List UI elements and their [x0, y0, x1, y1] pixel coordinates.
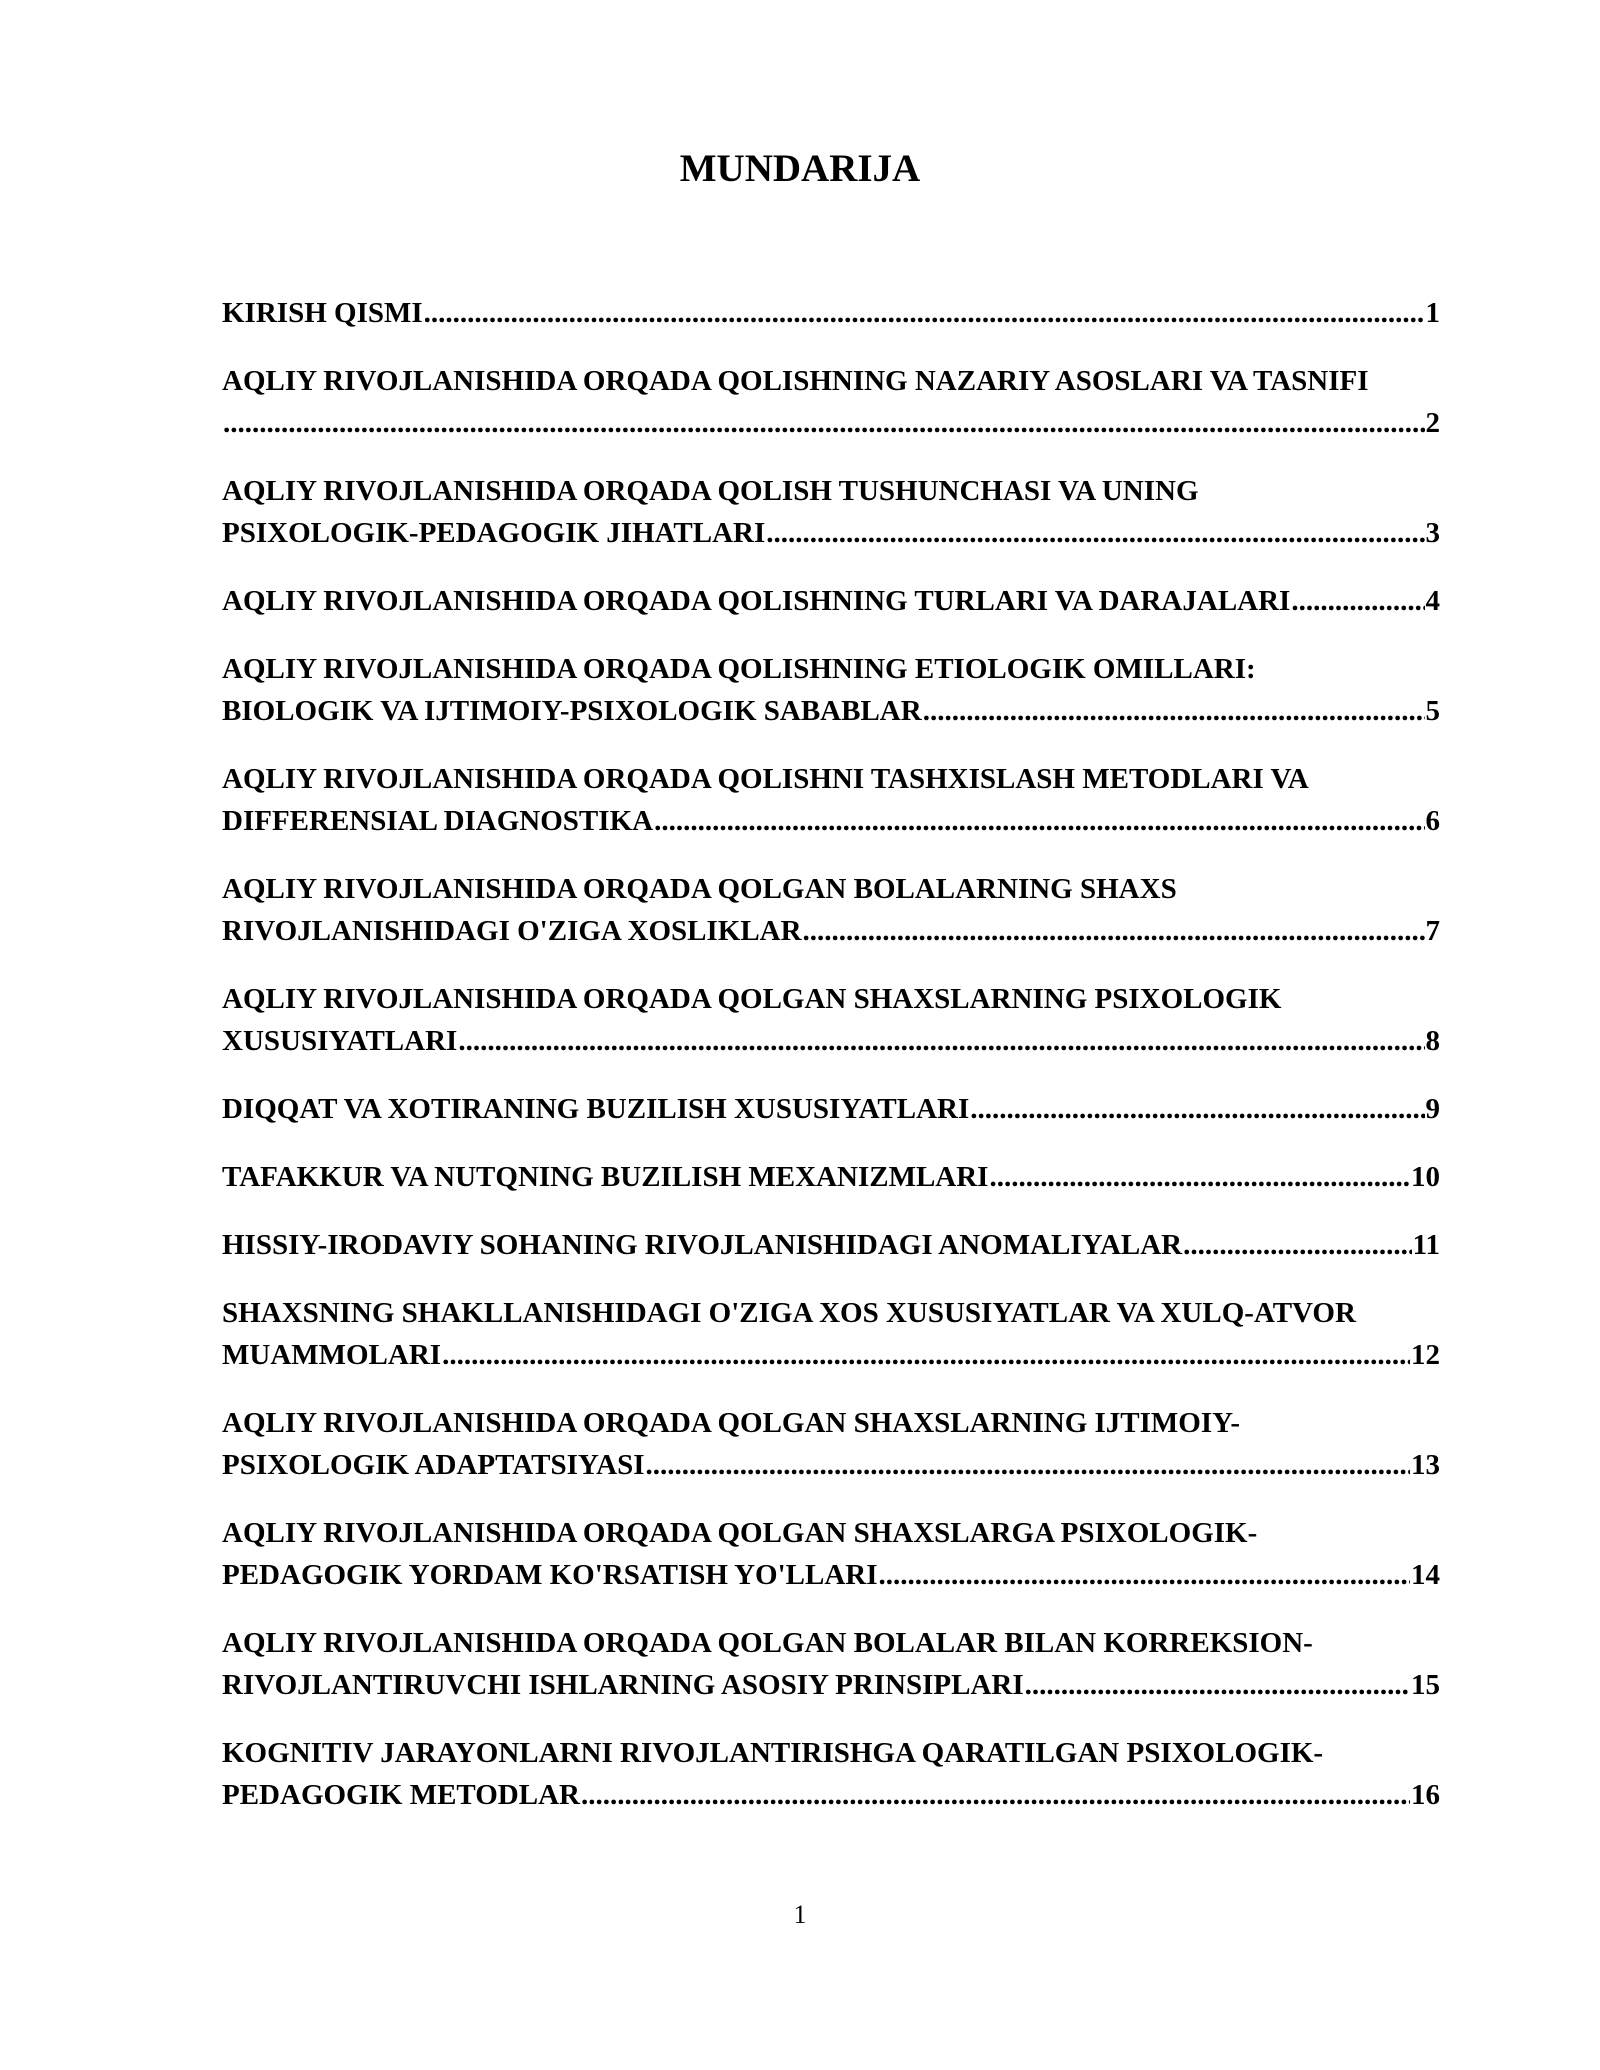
toc-entry-title-line: SHAXSNING SHAKLLANISHIDAGI O'ZIGA XOS XUSUSIYATLAR VA XULQ-ATVOR [222, 1297, 1356, 1329]
dot-leader [646, 1444, 1411, 1486]
toc-entry-page-number: 14 [1411, 1559, 1440, 1591]
toc-entry-leader-line [222, 580, 1440, 622]
toc-entry[interactable] [222, 1224, 1440, 1266]
toc-entry[interactable] [222, 1512, 1440, 1596]
toc-entry-title: PEDAGOGIK YORDAM KO'RSATISH YO'LLARI [222, 1559, 878, 1591]
toc-entry-leader-line [222, 1664, 1440, 1706]
toc-entry-title: DIQQAT VA XOTIRANING BUZILISH XUSUSIYATLARI [222, 1093, 970, 1125]
toc-entry-title: XUSUSIYATLARI [222, 1025, 458, 1057]
toc-entry-page-number: 13 [1411, 1449, 1440, 1481]
page-number: 1 [793, 1900, 807, 1929]
dot-leader [1183, 1224, 1411, 1266]
toc-entry-leader-line [222, 1224, 1440, 1266]
toc-entry[interactable] [222, 292, 1440, 334]
table-of-contents [222, 292, 1440, 1842]
toc-entry-page-number: 3 [1425, 517, 1440, 549]
toc-entry-leader-line [222, 1156, 1440, 1198]
toc-entry-leader-line [222, 1088, 1440, 1130]
toc-entry-title: KIRISH QISMI [222, 297, 423, 329]
toc-entry-title: BIOLOGIK VA IJTIMOIY-PSIXOLOGIK SABABLAR [222, 695, 922, 727]
toc-entry[interactable] [222, 470, 1440, 554]
dot-leader [923, 690, 1425, 732]
dot-leader [442, 1334, 1410, 1376]
toc-entry-title: MUAMMOLARI [222, 1339, 442, 1371]
toc-entry-title-line: AQLIY RIVOJLANISHIDA ORQADA QOLGAN SHAXSLARGA PSIXOLOGIK- [222, 1517, 1258, 1549]
toc-entry-title-line: KOGNITIV JARAYONLARNI RIVOJLANTIRISHGA QARATILGAN PSIXOLOGIK- [222, 1737, 1324, 1769]
toc-entry-leader-line [222, 1020, 1440, 1062]
toc-entry[interactable] [222, 1402, 1440, 1486]
toc-entry-title: TAFAKKUR VA NUTQNING BUZILISH MEXANIZMLARI [222, 1161, 989, 1193]
page-title: MUNDARIJA [679, 147, 921, 190]
dot-leader [989, 1156, 1410, 1198]
dot-leader [458, 1020, 1424, 1062]
toc-entry-title-line: AQLIY RIVOJLANISHIDA ORQADA QOLISHNING NAZARIY ASOSLARI VA TASNIFI [222, 365, 1369, 397]
toc-entry-title-line: AQLIY RIVOJLANISHIDA ORQADA QOLISHNI TASHXISLASH METODLARI VA [222, 763, 1309, 795]
toc-entry-title: HISSIY-IRODAVIY SOHANING RIVOJLANISHIDAGI ANOMALIYALAR [222, 1229, 1183, 1261]
toc-entry-page-number: 1 [1425, 297, 1440, 329]
dot-leader [970, 1088, 1424, 1130]
toc-entry-page-number: 12 [1411, 1339, 1440, 1371]
toc-entry-leader-line [222, 910, 1440, 952]
dot-leader [223, 402, 1425, 444]
toc-entry[interactable] [222, 1622, 1440, 1706]
toc-entry[interactable] [222, 1088, 1440, 1130]
toc-entry-page-number: 6 [1425, 805, 1440, 837]
toc-entry-leader-line [222, 690, 1440, 732]
toc-entry-title: AQLIY RIVOJLANISHIDA ORQADA QOLISHNING TURLARI VA DARAJALARI [222, 585, 1291, 617]
toc-entry-page-number: 11 [1412, 1229, 1440, 1261]
dot-leader [424, 292, 1425, 334]
toc-entry-leader-line [222, 1774, 1440, 1816]
toc-entry-leader-line [222, 1444, 1440, 1486]
toc-entry[interactable] [222, 580, 1440, 622]
toc-entry-title: RIVOJLANISHIDAGI O'ZIGA XOSLIKLAR [222, 915, 802, 947]
toc-entry-page-number: 5 [1425, 695, 1440, 727]
toc-entry[interactable] [222, 978, 1440, 1062]
dot-leader [1291, 580, 1424, 622]
toc-entry-leader-line [222, 800, 1440, 842]
toc-entry-page-number: 10 [1411, 1161, 1440, 1193]
toc-entry-leader-line [222, 512, 1440, 554]
dot-leader [1025, 1664, 1410, 1706]
toc-entry-leader-line [222, 1334, 1440, 1376]
toc-entry-leader-line [222, 1554, 1440, 1596]
toc-entry-title-line: AQLIY RIVOJLANISHIDA ORQADA QOLGAN SHAXSLARNING IJTIMOIY- [222, 1407, 1241, 1439]
toc-entry-page-number: 9 [1425, 1093, 1440, 1125]
dot-leader [879, 1554, 1410, 1596]
toc-entry-title-line: AQLIY RIVOJLANISHIDA ORQADA QOLGAN BOLALARNING SHAXS [222, 873, 1177, 905]
toc-entry[interactable] [222, 1732, 1440, 1816]
toc-entry-page-number: 8 [1425, 1025, 1440, 1057]
dot-leader [803, 910, 1425, 952]
dot-leader [766, 512, 1424, 554]
toc-entry-title-line: AQLIY RIVOJLANISHIDA ORQADA QOLGAN SHAXSLARNING PSIXOLOGIK [222, 983, 1282, 1015]
dot-leader [654, 800, 1424, 842]
toc-entry[interactable] [222, 648, 1440, 732]
toc-entry-page-number: 15 [1411, 1669, 1440, 1701]
toc-entry[interactable] [222, 868, 1440, 952]
toc-entry[interactable] [222, 1292, 1440, 1376]
toc-entry-title: DIFFERENSIAL DIAGNOSTIKA [222, 805, 654, 837]
dot-leader [581, 1774, 1410, 1816]
toc-entry[interactable] [222, 360, 1440, 444]
toc-entry-page-number: 4 [1425, 585, 1440, 617]
toc-entry-page-number: 7 [1425, 915, 1440, 947]
toc-entry-page-number: 2 [1425, 407, 1440, 439]
toc-entry-leader-line [222, 402, 1440, 444]
toc-entry-title: PSIXOLOGIK ADAPTATSIYASI [222, 1449, 645, 1481]
toc-entry-title-line: AQLIY RIVOJLANISHIDA ORQADA QOLGAN BOLALAR BILAN KORREKSION- [222, 1627, 1313, 1659]
toc-entry-title-line: AQLIY RIVOJLANISHIDA ORQADA QOLISH TUSHUNCHASI VA UNING [222, 475, 1199, 507]
toc-entry-leader-line [222, 292, 1440, 334]
toc-entry[interactable] [222, 758, 1440, 842]
toc-entry-title: PSIXOLOGIK-PEDAGOGIK JIHATLARI [222, 517, 766, 549]
toc-entry-title: RIVOJLANTIRUVCHI ISHLARNING ASOSIY PRINSIPLARI [222, 1669, 1024, 1701]
toc-entry-page-number: 16 [1411, 1779, 1440, 1811]
toc-entry-title-line: AQLIY RIVOJLANISHIDA ORQADA QOLISHNING ETIOLOGIK OMILLARI: [222, 653, 1256, 685]
toc-entry[interactable] [222, 1156, 1440, 1198]
toc-entry-title: PEDAGOGIK METODLAR [222, 1779, 580, 1811]
